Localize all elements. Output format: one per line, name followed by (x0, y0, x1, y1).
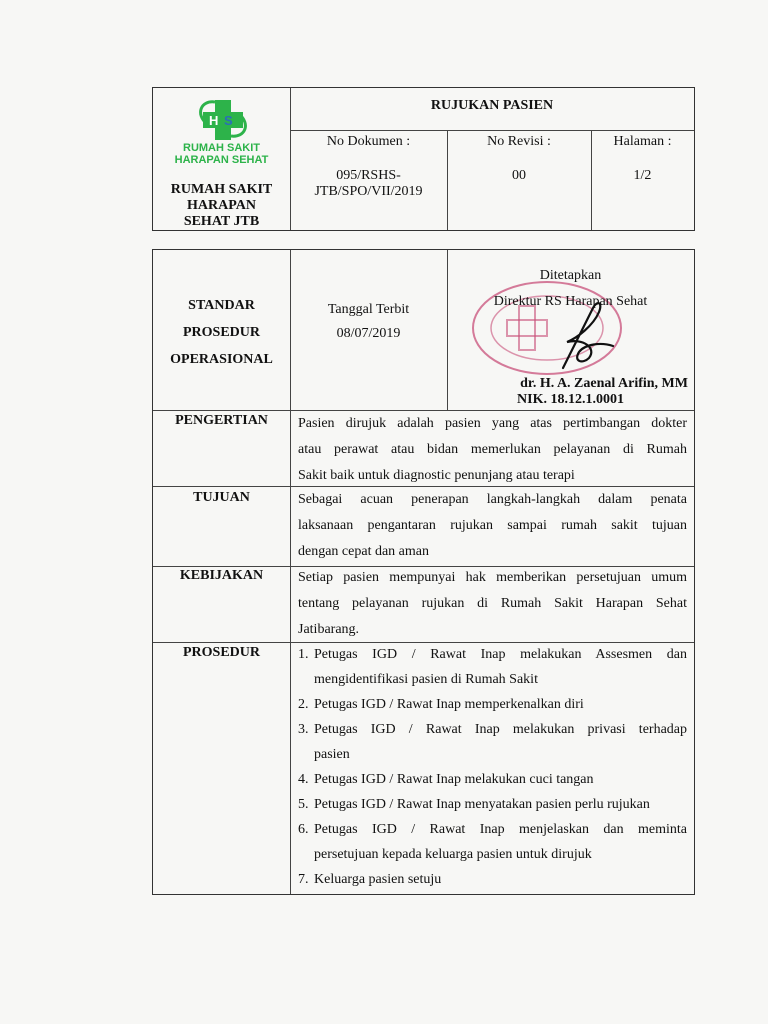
sop-table (152, 249, 695, 895)
svg-text:H: H (209, 113, 219, 128)
logo-line-2: HARAPAN SEHAT (174, 154, 269, 166)
step-text: Petugas IGD / Rawat Inap melakukan cuci tangan (314, 772, 594, 787)
step-number: 2. (298, 697, 309, 712)
procedure-step (298, 817, 687, 867)
text-line: Sakit baik untuk diagnostic penunjang atau terapi (298, 468, 575, 483)
header-table (152, 87, 695, 231)
doc-number-value (290, 168, 447, 200)
step-text: Petugas IGD / Rawat Inap menjelaskan dan meminta (314, 822, 687, 837)
issue-date-value: 08/07/2019 (336, 326, 401, 341)
section-text-pengertian (298, 411, 687, 489)
sop-label-line: OPERASIONAL (170, 352, 273, 367)
page-value: 1/2 (633, 168, 652, 183)
position-label: Direktur RS Harapan Sehat (493, 294, 648, 309)
hospital-logo (153, 88, 290, 178)
hospital-name-line: HARAPAN (187, 198, 256, 213)
hospital-name (153, 182, 290, 230)
revision-label: No Revisi : (487, 134, 551, 149)
step-number: 1. (298, 647, 309, 662)
procedure-step (298, 867, 687, 892)
text-line: tentang pelayanan rujukan di Rumah Sakit Harapan Sehat (298, 596, 687, 611)
sop-label-line: PROSEDUR (182, 325, 260, 340)
step-text: Petugas IGD / Rawat Inap memperkenalkan diri (314, 697, 584, 712)
text-line: atau perawat atau bidan memerlukan pelayanan di Rumah (298, 442, 687, 457)
text-line: dengan cepat dan aman (298, 544, 429, 559)
section-label-pengertian: PENGERTIAN (175, 413, 268, 428)
signature-icon (533, 288, 623, 378)
set-by-label: Ditetapkan (539, 268, 602, 283)
step-text: pasien (314, 747, 350, 762)
procedure-step (298, 717, 687, 767)
section-label-tujuan: TUJUAN (193, 490, 250, 505)
doc-number-label: No Dokumen : (326, 134, 411, 149)
procedure-step (298, 692, 687, 717)
step-number: 3. (298, 722, 309, 737)
logo-line-1: RUMAH SAKIT (183, 142, 260, 154)
sop-label (153, 292, 290, 373)
issue-date-label: Tanggal Terbit (327, 302, 410, 317)
doc-number-line: 095/RSHS- (336, 168, 401, 183)
step-text: mengidentifikasi pasien di Rumah Sakit (314, 672, 538, 687)
document-title: RUJUKAN PASIEN (430, 98, 554, 113)
text-line: Setiap pasien mempunyai hak memberikan persetujuan umum (298, 570, 687, 585)
section-text-kebijakan (298, 565, 687, 643)
section-text-tujuan (298, 487, 687, 565)
procedure-steps (298, 642, 687, 892)
step-text: Petugas IGD / Rawat Inap melakukan Assesmen dan (314, 647, 687, 662)
step-text: Petugas IGD / Rawat Inap menyatakan pasien perlu rujukan (314, 797, 650, 812)
revision-value: 00 (512, 168, 526, 183)
hospital-name-line: SEHAT JTB (183, 214, 260, 229)
text-line: laksanaan pengantaran rujukan sampai rumah sakit tujuan (298, 518, 687, 533)
signer-name: dr. H. A. Zaenal Arifin, MM (520, 376, 688, 391)
section-label-prosedur: PROSEDUR (182, 645, 260, 660)
procedure-step (298, 792, 687, 817)
step-text: Keluarga pasien setuju (314, 872, 442, 887)
sop-label-line: STANDAR (188, 298, 255, 313)
section-label-kebijakan: KEBIJAKAN (179, 568, 264, 583)
text-line: Sebagai acuan penerapan langkah-langkah dalam penata (298, 492, 687, 507)
step-text: Petugas IGD / Rawat Inap melakukan privasi terhadap (314, 722, 687, 737)
step-text: persetujuan kepada keluarga pasien untuk dirujuk (314, 847, 592, 862)
text-line: Pasien dirujuk adalah pasien yang atas pertimbangan dokter (298, 416, 687, 431)
procedure-step (298, 642, 687, 692)
step-number: 6. (298, 822, 309, 837)
step-number: 7. (298, 872, 309, 887)
hospital-name-line: RUMAH SAKIT (170, 182, 273, 197)
doc-number-line: JTB/SPO/VII/2019 (314, 184, 423, 199)
procedure-step (298, 767, 687, 792)
hospital-logo-icon (193, 94, 253, 144)
step-number: 5. (298, 797, 309, 812)
page-label: Halaman : (613, 134, 672, 149)
signer-nik: NIK. 18.12.1.0001 (517, 392, 624, 407)
text-line: Jatibarang. (298, 622, 360, 637)
step-number: 4. (298, 772, 309, 787)
svg-text:S: S (224, 113, 233, 128)
